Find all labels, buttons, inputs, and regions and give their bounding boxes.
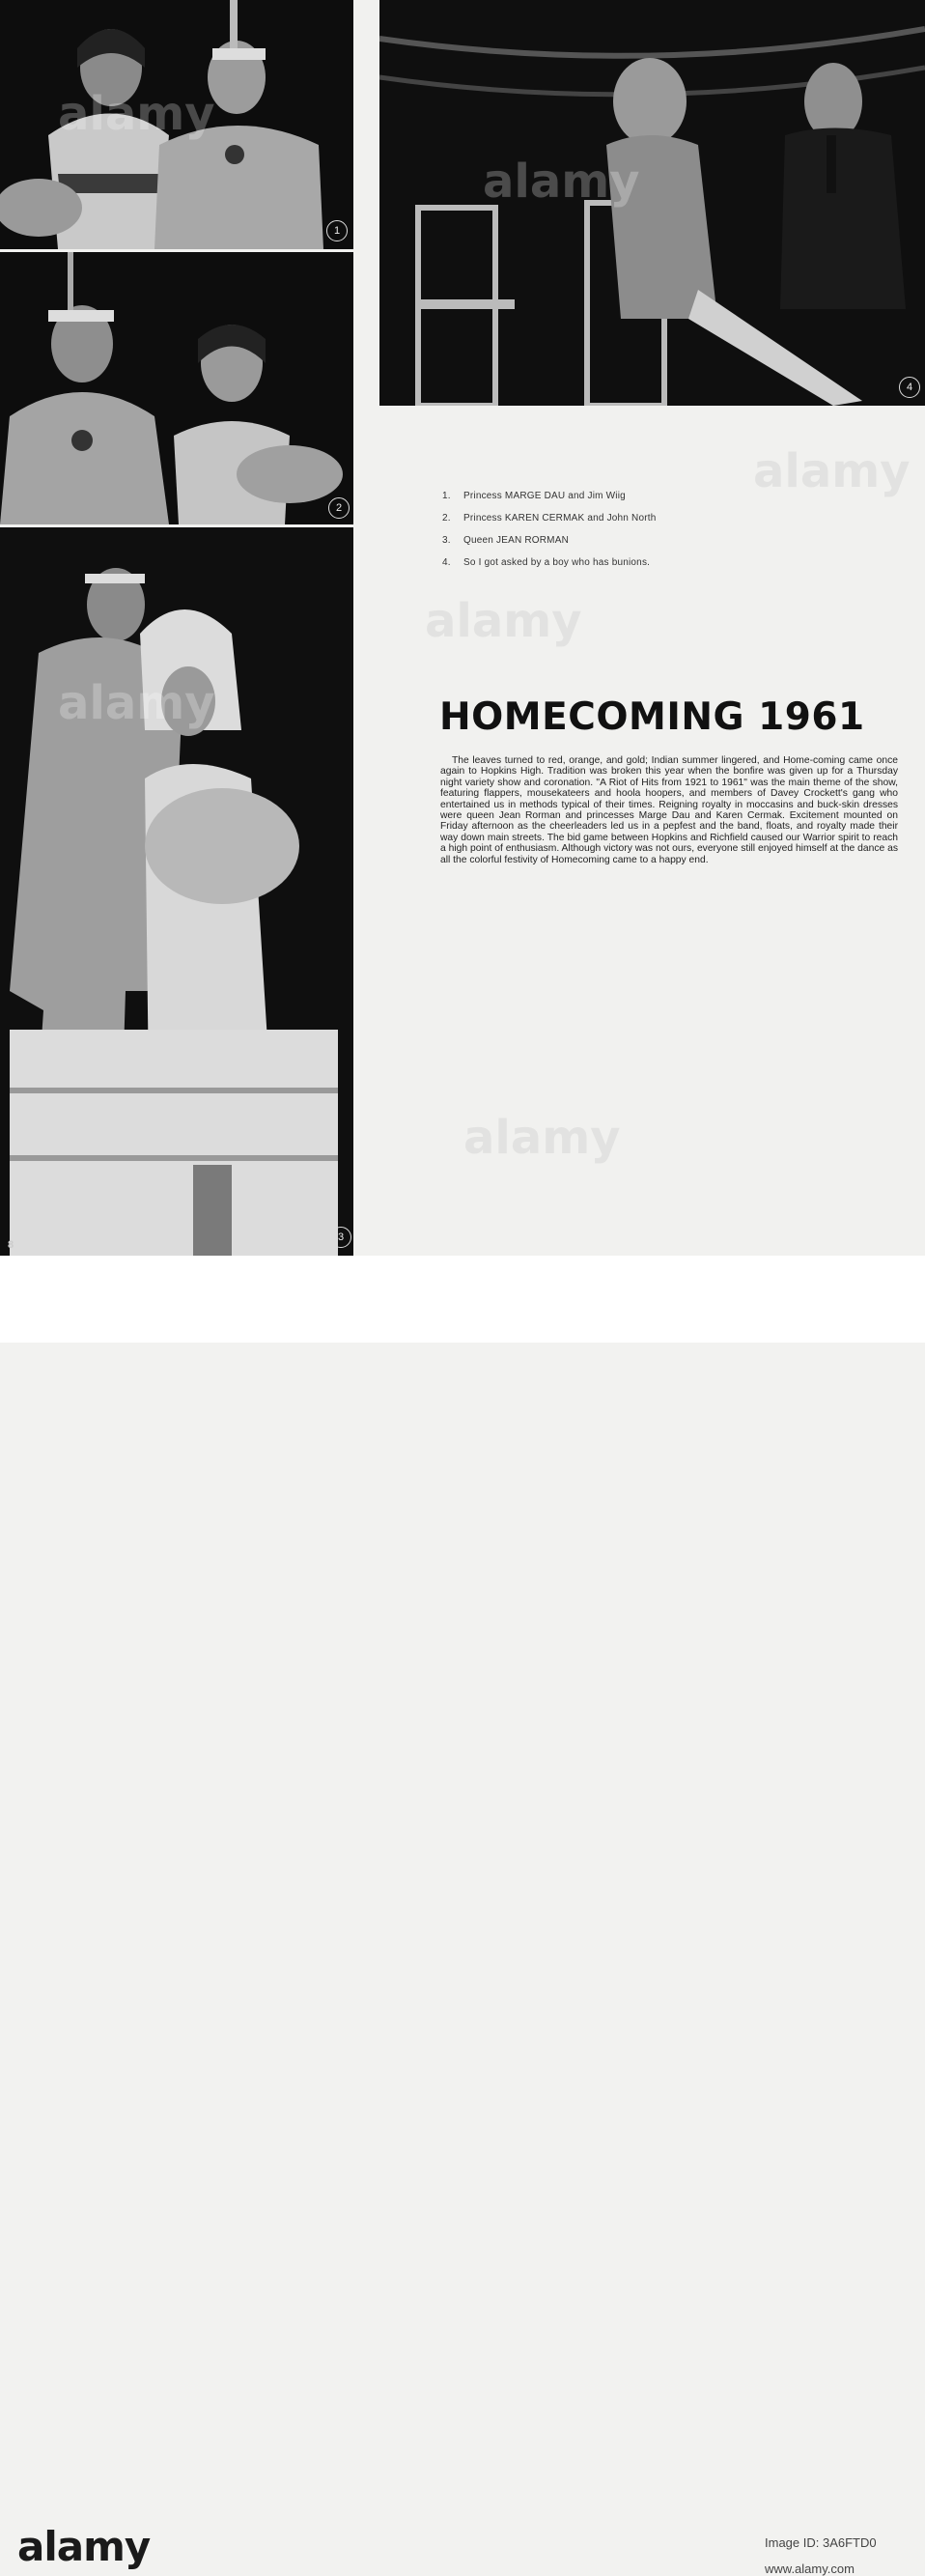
caption-row: 4. So I got asked by a boy who has bunions.	[442, 557, 848, 580]
photo-queen-jean-rorman	[0, 527, 353, 1256]
image-id: Image ID: 3A6FTD0	[765, 2535, 877, 2550]
watermark: alamy	[58, 676, 215, 730]
watermark: alamy	[425, 594, 582, 648]
alamy-logo: alamy	[17, 2523, 151, 2570]
yearbook-page	[0, 0, 925, 1256]
photo-couple-seated	[379, 0, 925, 406]
caption-text: Princess MARGE DAU and Jim Wiig	[463, 491, 626, 501]
photo-number-badge: 4	[899, 377, 920, 398]
watermark: alamy	[463, 1111, 621, 1165]
stock-footer	[0, 1256, 925, 2576]
caption-text: Princess KAREN CERMAK and John North	[463, 513, 657, 524]
watermark: alamy	[753, 444, 911, 498]
watermark: alamy	[58, 87, 215, 141]
photo-princess-karen-cermak	[0, 252, 353, 524]
watermark: alamy	[483, 155, 640, 209]
caption-text: Queen JEAN RORMAN	[463, 535, 569, 546]
caption-row: 1. Princess MARGE DAU and Jim Wiig	[442, 491, 848, 513]
page-headline: HOMECOMING 1961	[439, 695, 865, 739]
page-number: 8	[8, 1239, 14, 1251]
photo-number-badge: 2	[328, 497, 350, 519]
photo-number-badge: 1	[326, 220, 348, 241]
site-url[interactable]: www.alamy.com	[765, 2562, 855, 2576]
caption-row: 2. Princess KAREN CERMAK and John North	[442, 513, 848, 535]
photo-captions	[442, 491, 848, 580]
caption-row: 3. Queen JEAN RORMAN	[442, 535, 848, 557]
caption-text: So I got asked by a boy who has bunions.	[463, 557, 651, 568]
article-body: The leaves turned to red, orange, and gold; Indian summer lingered, and Home-coming came once again to Hopkins High. Tradition was broken this year when the bonfire was given up for a Thursday night variety show and coronation. "A Riot of Hits from 1921 to 1961" was the main theme of the show, featuring flappers, mousekateers and hoola hoopers, and members of Davey Crockett's gang who entertained us in methods typical of their times. Reigning royalty in moccasins and buck-skin dresses were queen Jean Rorman and princesses Marge Dau and Karen Cermak. Excitement mounted on Friday afternoon as the cheerleaders led us in a pepfest and the band, floats, and royalty made their way down main streets. The bid game between Hopkins and Richfield caused our Warrior spirit to reach a high point of enthusiasm. Although victory was not ours, everyone still enjoyed himself at the dance as all the colorful festivity of Homecoming came to a happy end.	[440, 755, 898, 865]
photo-number-badge: 3	[330, 1227, 351, 1248]
